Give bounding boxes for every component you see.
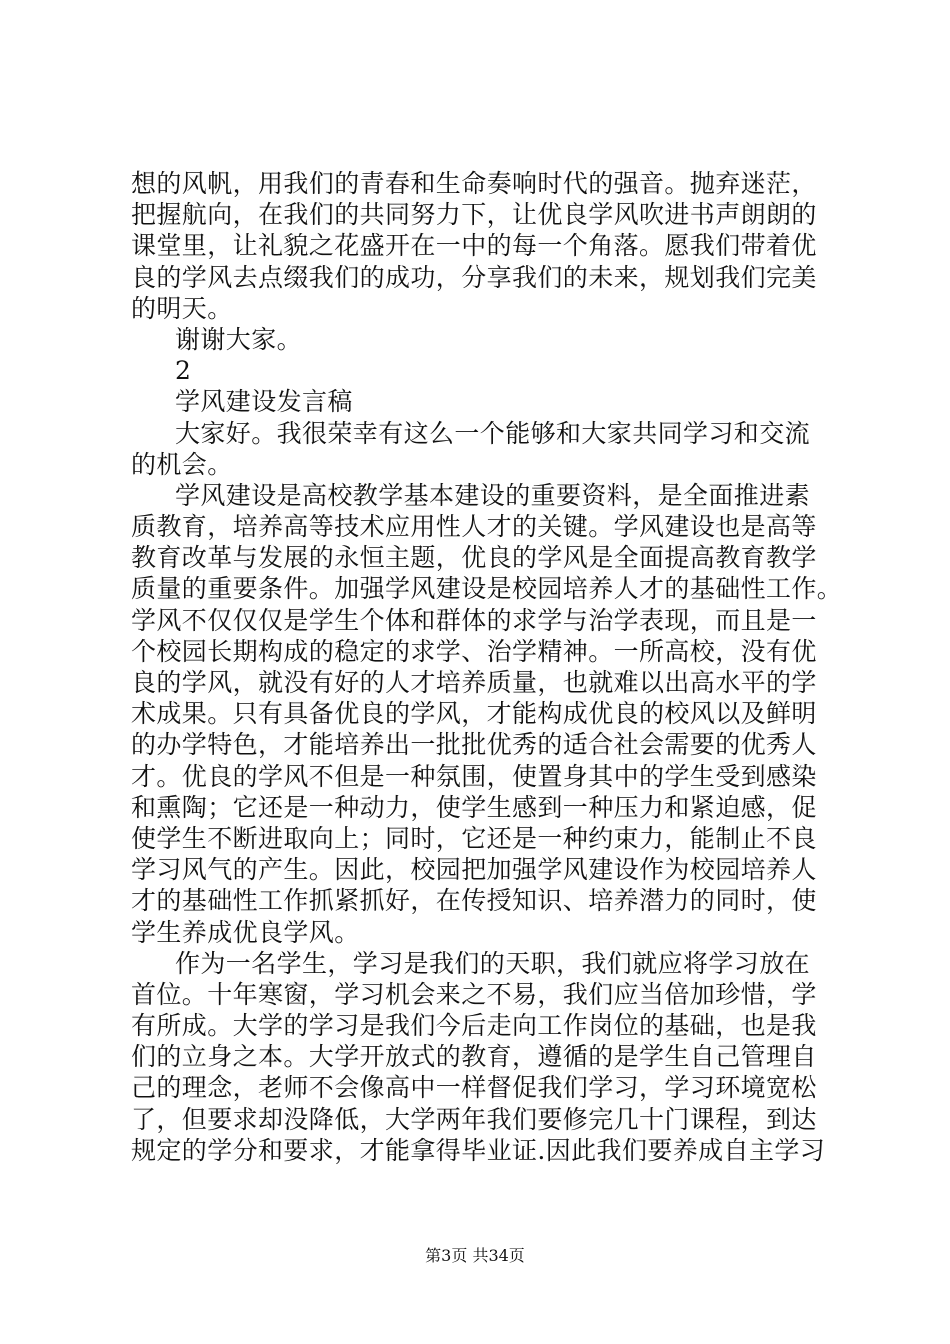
text-line: 己的理念，老师不会像高中一样督促我们学习，学习环境宽松 — [131, 1073, 817, 1103]
text-line: 了，但要求却没降低，大学两年我们要修完几十门课程，到达 — [131, 1104, 817, 1134]
text-line: 质量的重要条件。加强学风建设是校园培养人才的基础性工作。 — [131, 574, 843, 604]
text-line: 有所成。大学的学习是我们今后走向工作岗位的基础，也是我 — [131, 1011, 817, 1041]
text-line: 课堂里，让礼貌之花盛开在一中的每一个角落。愿我们带着优 — [131, 231, 817, 261]
text-line: 首位。十年寒窗，学习机会来之不易，我们应当倍加珍惜，学 — [131, 979, 817, 1009]
text-line: 教育改革与发展的永恒主题，优良的学风是全面提高教育教学 — [131, 543, 817, 573]
text-line: 的明天。 — [131, 293, 233, 323]
text-line: 才。优良的学风不但是一种氛围，使置身其中的学生受到感染 — [131, 761, 817, 791]
paragraph-start-line: 作为一名学生，学习是我们的天职，我们就应将学习放在 — [175, 948, 811, 978]
text-line: 学习风气的产生。因此，校园把加强学风建设作为校园培养人 — [131, 855, 817, 885]
text-line: 们的立身之本。大学开放式的教育，遵循的是学生自己管理自 — [131, 1042, 817, 1072]
text-line: 术成果。只有具备优良的学风，才能构成优良的校风以及鲜明 — [131, 699, 817, 729]
document-body — [131, 168, 843, 1166]
text-line: 个校园长期构成的稳定的求学、治学精神。一所高校，没有优 — [131, 636, 817, 666]
text-line: 想的风帆，用我们的青春和生命奏响时代的强音。抛弃迷茫， — [131, 169, 817, 198]
text-line: 把握航向，在我们的共同努力下，让优良学风吹进书声朗朗的 — [131, 200, 817, 230]
text-line: 学生养成优良学风。 — [131, 917, 360, 947]
section-number: 2 — [175, 356, 192, 386]
text-line: 的办学特色，才能培养出一批批优秀的适合社会需要的优秀人 — [131, 730, 817, 760]
paragraph-start-line: 学风建设是高校教学基本建设的重要资料，是全面推进素 — [175, 480, 811, 510]
text-line: 良的学风，就没有好的人才培养质量，也就难以出高水平的学 — [131, 668, 817, 697]
page-number-footer: 第3页 共34页 — [425, 1246, 525, 1265]
text-line: 学风不仅仅仅是学生个体和群体的求学与治学表现，而且是一 — [131, 605, 817, 635]
text-line: 才的基础性工作抓紧抓好，在传授知识、培养潜力的同时，使 — [131, 886, 817, 916]
text-line: 的机会。 — [131, 449, 233, 479]
text-line: 使学生不断进取向上；同时，它还是一种约束力，能制止不良 — [131, 823, 817, 853]
text-line: 规定的学分和要求，才能拿得毕业证.因此我们要养成自主学习 — [131, 1135, 826, 1165]
text-line: 和熏陶；它还是一种动力，使学生感到一种压力和紧迫感，促 — [131, 792, 817, 822]
text-line: 良的学风去点缀我们的成功，分享我们的未来，规划我们完美 — [131, 262, 817, 292]
section-title: 学风建设发言稿 — [175, 387, 353, 417]
text-line: 质教育，培养高等技术应用性人才的关键。学风建设也是高等 — [131, 512, 817, 542]
paragraph-start-line: 大家好。我很荣幸有这么一个能够和大家共同学习和交流 — [175, 418, 811, 448]
closing-line: 谢谢大家。 — [175, 324, 303, 354]
